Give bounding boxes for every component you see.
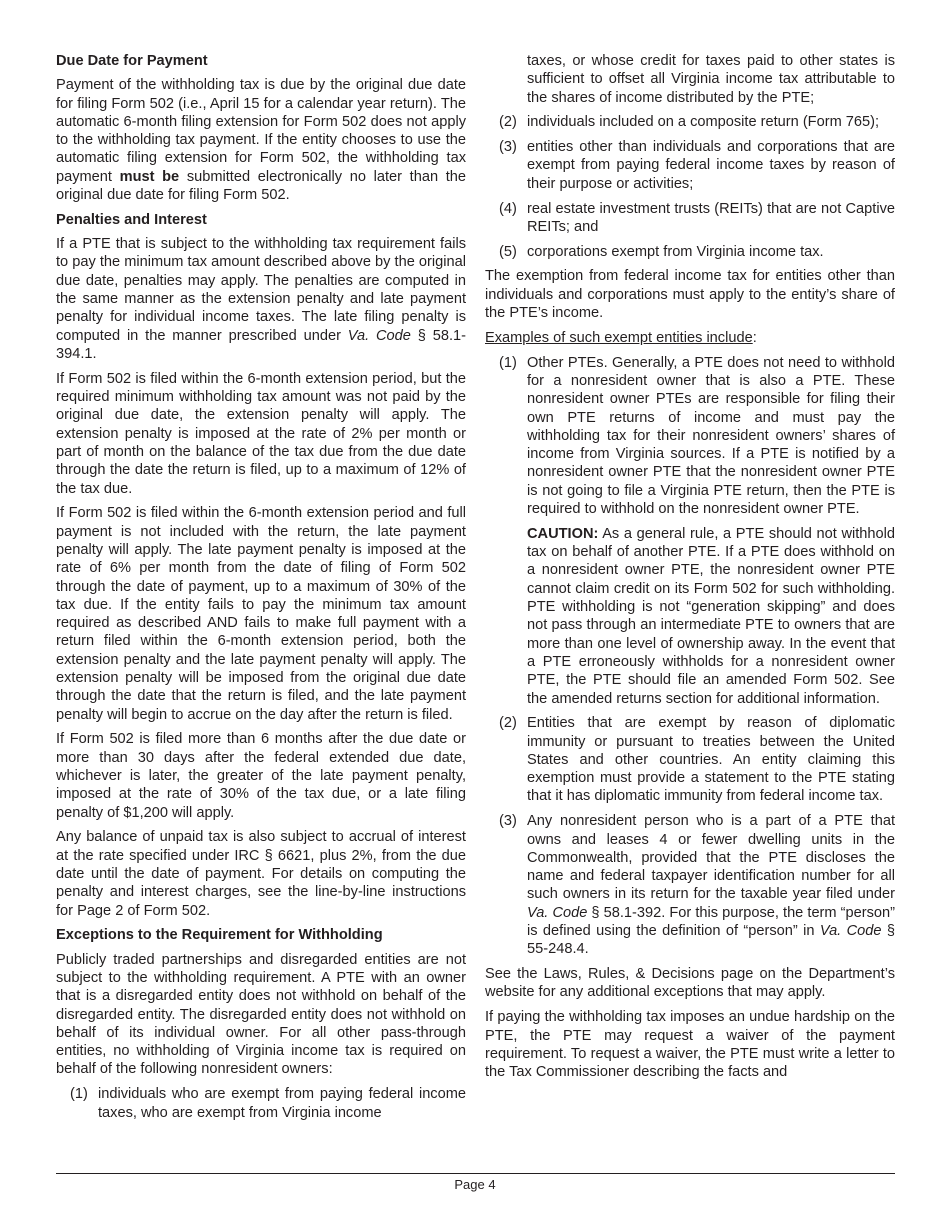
paragraph-interest: Any balance of unpaid tax is also subject to accrual of interest at the rate specified under IRC § 6621, plus 2%, from the due date until the date of payment. For details on computing the penalty and interest charges, see the line-by-line instructions for Page 2 of Form 502. — [56, 829, 466, 919]
heading-due-date: Due Date for Payment — [56, 53, 208, 69]
heading-penalties: Penalties and Interest — [56, 211, 207, 228]
caution-note: CAUTION: As a general rule, a PTE should not withhold tax on behalf of another PTE. If a PTE does withhold on a nonresident owner PTE, the nonresident owner PTE cannot claim credit on its Form 502 for such withholding. PTE withholding is not “generation skipping” and does not pass through an intermediate PTE to owners that are more than one level of ownership away. In the event that a PTE erroneously withholds for a nonresident owner PTE, the PTE should file an amended Form 502. See the amended returns section for additional information. — [527, 525, 895, 707]
list-item: (4) real estate investment trusts (REITs) that are not Captive REITs; and — [499, 200, 895, 235]
owner-list-left — [56, 1085, 466, 1122]
list-item: (3) entities other than individuals and corporations that are exempt from paying federal income taxes by reason of their purpose or activities; — [499, 139, 895, 192]
paragraph-penalties-1: If a PTE that is subject to the withholding tax requirement fails to pay the minimum tax amount described above by the original due date, penalties may apply. The penalties are computed in the same manner as the extension penalty and late payment penalty for individual income taxes. The late filing penalty is computed in the manner prescribed under Va. Code § 58.1-394.1. — [56, 236, 466, 362]
paragraph-hardship: If paying the withholding tax imposes an undue hardship on the PTE, the PTE may request a waiver of the payment requirement. To request a waiver, the PTE must write a letter to the Tax Commissioner describing the facts and — [485, 1009, 895, 1081]
paragraph-penalties-3: If Form 502 is filed within the 6-month extension period and full payment is not included with the return, the late payment penalty will apply. The late payment penalty is imposed at the rate of 6% per month from the date of filing of Form 502 through the date of payment, up to a maximum of 30% of the tax due. If the entity fails to pay the minimum tax amount required as described AND fails to make full payment with a return filed within the 6-month extension period, both the extension penalty and the late payment penalty will apply. The extension penalty will be imposed from the original due date through the date that the return is filed, and the late payment penalty will begin to accrue on the day after the return is filed. — [56, 505, 466, 723]
exempt-entities-list — [485, 354, 895, 959]
list-item: (1) Other PTEs. Generally, a PTE does not need to withhold for a nonresident owner that is also a PTE. These nonresident owner PTEs are responsible for filing their own PTE returns of income and must pay the withholding tax for their nonresident owners’ shares of income from Virginia sources. If a PTE is notified by a nonresident owner PTE that the nonresident owner PTE is not going to file a Virginia PTE return, then the PTE is required to withhold on the nonresident owner PTE. CAUTION: As a general rule, a PTE should not withhold tax on behalf of another PTE. If a PTE does withhold on a nonresident owner PTE, the nonresident owner PTE cannot claim credit on its Form 502 for such withholding. PTE withholding is not “generation skipping” and does not pass through an intermediate PTE to owners that are more than one level of ownership away. In the event that a PTE erroneously withholds for a nonresident owner PTE, the PTE should file an amended Form 502. See the amended returns section for additional information. — [499, 354, 895, 707]
paragraph-exemption: The exemption from federal income tax for entities other than individuals and corporations must apply to the entity’s share of the PTE’s income. — [485, 268, 895, 322]
owner-list-right — [485, 113, 895, 261]
list-item: (5) corporations exempt from Virginia income tax. — [499, 243, 824, 260]
right-column — [485, 52, 895, 1088]
list-item: (2) individuals included on a composite return (Form 765); — [499, 114, 880, 131]
paragraph-due-date: Payment of the withholding tax is due by the original due date for filing Form 502 (i.e., April 15 for a calendar year return). The automatic 6-month filing extension for Form 502 does not apply to the withholding tax payment. If the entity chooses to use the automatic filing extension for Form 502, the withholding tax payment must be submitted electronically no later than the original due date for filing Form 502. — [56, 77, 466, 204]
list-item-continuation: taxes, or whose credit for taxes paid to other states is sufficient to offset all Virginia income tax attributable to the shares of income distributed by the PTE; — [527, 53, 895, 106]
paragraph-exceptions: Publicly traded partnerships and disregarded entities are not subject to the withholding requirement. A PTE with an owner that is a disregarded entity does not withhold on behalf of the disregarded entity. The disregarded entity does not withhold on behalf of its individual owner. For all other pass-through entities, no withholding of Virginia income tax is required on behalf of the following nonresident owners: — [56, 951, 466, 1078]
page-number: Page 4 — [454, 1177, 496, 1192]
document-page — [56, 52, 895, 1173]
left-column — [56, 52, 466, 1128]
footer-divider — [56, 1173, 895, 1174]
list-item: (1) individuals who are exempt from paying federal income taxes, who are exempt from Virginia income — [70, 1086, 466, 1121]
paragraph-penalties-2: If Form 502 is filed within the 6-month extension period, but the required minimum withholding tax amount was not paid by the original due date, the extension penalty will apply. The extension penalty is imposed at the rate of 2% per month or part of month on the balance of the tax due from the due date through the date the return is filed, up to a maximum of 12% of the tax due. — [56, 370, 466, 497]
list-item: (3) Any nonresident person who is a part of a PTE that owns and leases 4 or fewer dwelling units in the Commonwealth, provided that the PTE discloses the name and federal taxpayer identification number for all such owners in its return for the taxable year filed under Va. Code § 58.1-392. For this purpose, the term “person” is defined using the definition of “person” in Va. Code § 55-248.4. — [499, 813, 895, 958]
examples-heading: Examples of such exempt entities include: — [485, 329, 757, 346]
paragraph-laws: See the Laws, Rules, & Decisions page on the Department’s website for any additional exceptions that may apply. — [485, 966, 895, 1001]
paragraph-penalties-4: If Form 502 is filed more than 6 months after the due date or more than 30 days after the federal extended due date, whichever is later, the greater of the late payment penalty, imposed at the rate of 30% of the tax due, or a late filing penalty of $1,200 will apply. — [56, 731, 466, 821]
list-item: (2) Entities that are exempt by reason of diplomatic immunity or pursuant to treaties between the United States and other countries. An entity claiming this exemption must provide a statement to the PTE stating that it has diplomatic immunity from federal income tax. — [499, 715, 895, 805]
heading-exceptions: Exceptions to the Requirement for Withholding — [56, 927, 383, 944]
